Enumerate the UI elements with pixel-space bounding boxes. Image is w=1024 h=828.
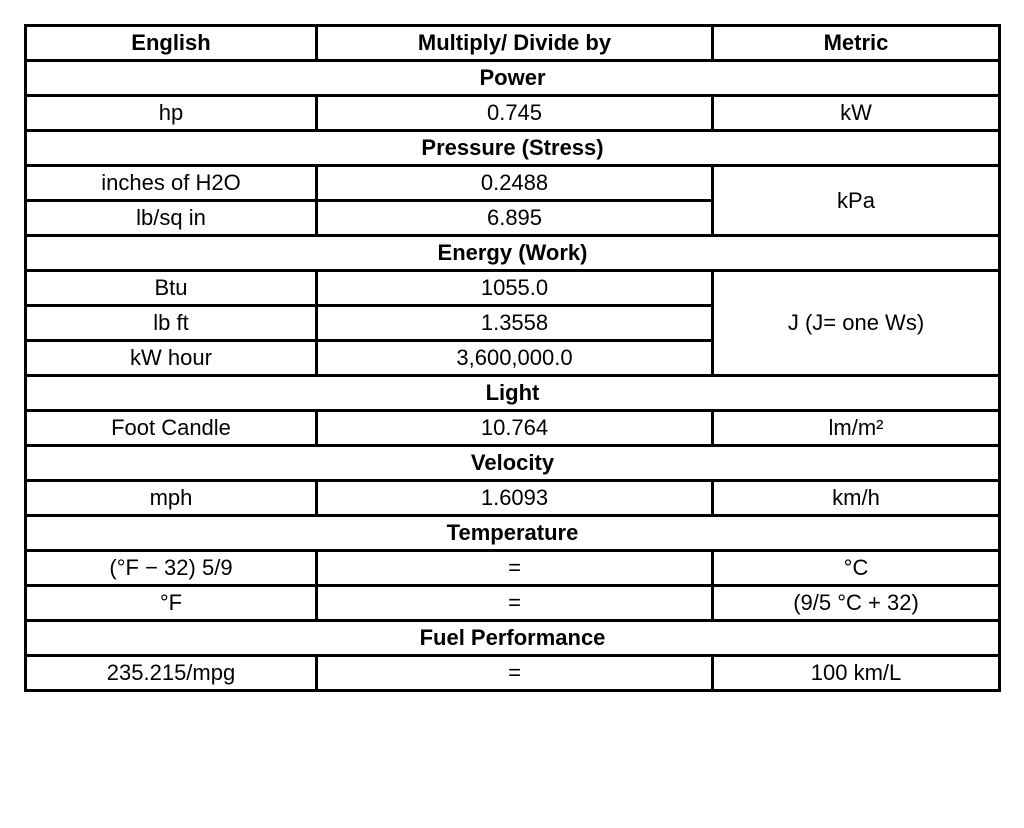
conversion-factor: 3,600,000.0 [317, 341, 713, 376]
header-row [26, 26, 1000, 61]
conversion-factor: = [317, 551, 713, 586]
section-title-fuel: Fuel Performance [26, 621, 1000, 656]
header-metric: Metric [713, 26, 1000, 61]
conversion-factor: = [317, 586, 713, 621]
metric-unit: 100 km/L [713, 656, 1000, 691]
english-unit: 235.215/mpg [26, 656, 317, 691]
section-row-pressure [26, 131, 1000, 166]
english-unit: Foot Candle [26, 411, 317, 446]
section-row-power [26, 61, 1000, 96]
english-unit: Btu [26, 271, 317, 306]
metric-unit: km/h [713, 481, 1000, 516]
conversion-factor: 1.6093 [317, 481, 713, 516]
english-unit: (°F − 32) 5/9 [26, 551, 317, 586]
metric-unit: lm/m² [713, 411, 1000, 446]
english-unit: kW hour [26, 341, 317, 376]
header-factor: Multiply/ Divide by [317, 26, 713, 61]
section-row-energy [26, 236, 1000, 271]
conversion-factor: 10.764 [317, 411, 713, 446]
conversion-factor: 0.2488 [317, 166, 713, 201]
section-row-velocity [26, 446, 1000, 481]
section-title-pressure: Pressure (Stress) [26, 131, 1000, 166]
metric-unit: kW [713, 96, 1000, 131]
table-row [26, 481, 1000, 516]
section-title-energy: Energy (Work) [26, 236, 1000, 271]
table-row [26, 271, 1000, 306]
table-row [26, 551, 1000, 586]
section-title-power: Power [26, 61, 1000, 96]
conversion-factor: 6.895 [317, 201, 713, 236]
metric-unit: (9/5 °C + 32) [713, 586, 1000, 621]
table-row [26, 411, 1000, 446]
english-unit: lb/sq in [26, 201, 317, 236]
table-row [26, 586, 1000, 621]
section-row-light [26, 376, 1000, 411]
conversion-table [24, 24, 1001, 692]
conversion-factor: 1055.0 [317, 271, 713, 306]
table-row [26, 96, 1000, 131]
metric-unit: °C [713, 551, 1000, 586]
english-unit: hp [26, 96, 317, 131]
metric-unit: J (J= one Ws) [713, 271, 1000, 376]
header-english: English [26, 26, 317, 61]
english-unit: inches of H2O [26, 166, 317, 201]
section-row-temperature [26, 516, 1000, 551]
english-unit: mph [26, 481, 317, 516]
english-unit: °F [26, 586, 317, 621]
section-title-light: Light [26, 376, 1000, 411]
section-title-temperature: Temperature [26, 516, 1000, 551]
section-row-fuel [26, 621, 1000, 656]
english-unit: lb ft [26, 306, 317, 341]
table-row [26, 656, 1000, 691]
conversion-factor: 1.3558 [317, 306, 713, 341]
conversion-factor: 0.745 [317, 96, 713, 131]
metric-unit: kPa [713, 166, 1000, 236]
section-title-velocity: Velocity [26, 446, 1000, 481]
conversion-factor: = [317, 656, 713, 691]
table-row [26, 166, 1000, 201]
